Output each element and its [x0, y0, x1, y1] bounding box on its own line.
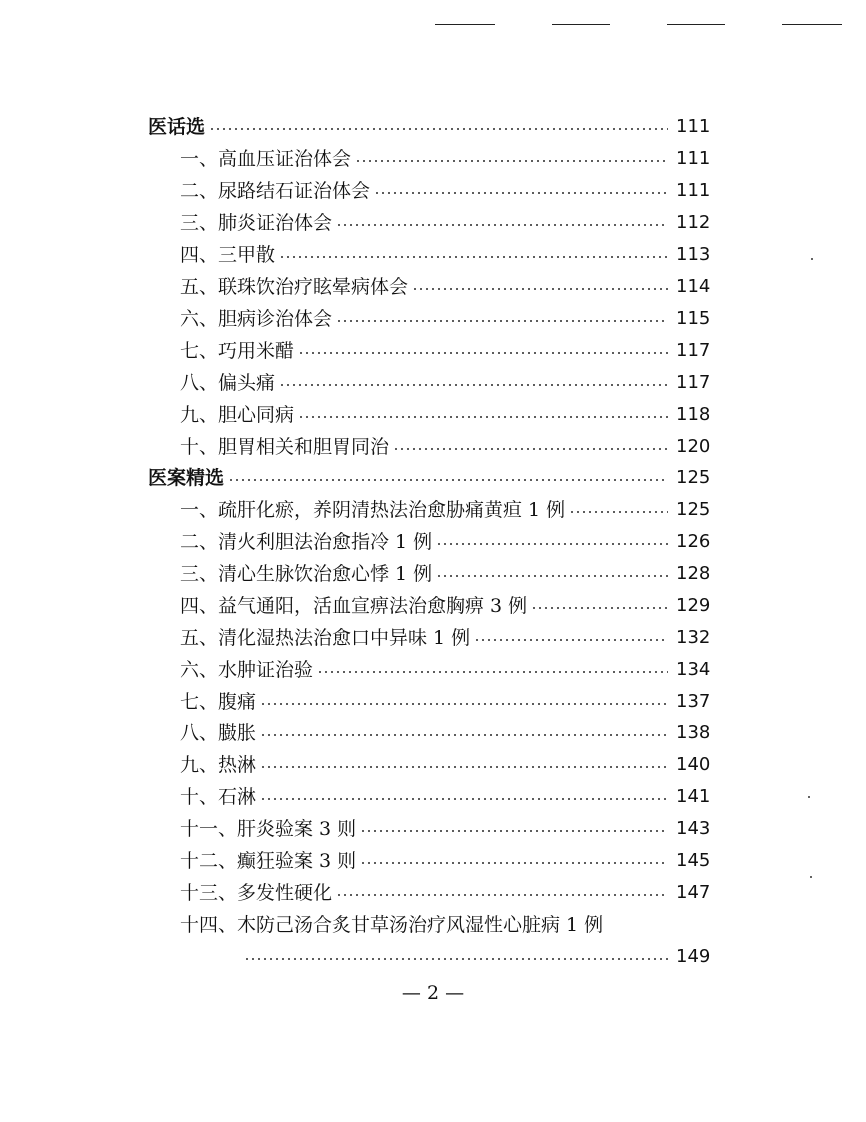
toc-entry-page: 113: [676, 244, 711, 265]
dot-leader: [374, 192, 668, 194]
page-number: — 2 —: [401, 982, 465, 1004]
dot-leader: [209, 128, 668, 130]
toc-entry-title: 九、热淋: [180, 754, 257, 776]
toc-entry: [0, 687, 866, 717]
toc-entry-page: 117: [676, 340, 711, 361]
toc-entry: [0, 208, 866, 238]
toc-entry-page: 125: [676, 499, 711, 520]
dot-leader: [317, 671, 668, 673]
toc-entry: [0, 336, 866, 366]
dot-leader: [474, 639, 668, 641]
toc-entry-title: 二、尿路结石证治体会: [180, 180, 371, 202]
dot-leader: [260, 766, 668, 768]
toc-section-title: 医案精选: [148, 467, 225, 489]
toc-section: [0, 112, 866, 142]
toc-entry: [0, 878, 866, 908]
toc-entry-title: 三、清心生脉饮治愈心悸 1 例: [180, 563, 433, 585]
toc-entry-continuation: [0, 942, 866, 972]
toc-entry: [0, 527, 866, 557]
toc-section: [0, 463, 866, 493]
dot-leader: [531, 607, 668, 609]
toc-entry-title: 十一、肝炎验案 3 则: [180, 818, 357, 840]
toc-entry-page: 112: [676, 212, 711, 233]
toc-entry-title: 四、三甲散: [180, 244, 276, 266]
dot-leader: [279, 384, 668, 386]
header-rule-4: [782, 24, 842, 25]
toc-entry: [0, 782, 866, 812]
toc-entry-page: 111: [676, 180, 711, 201]
toc-entry-page: 120: [676, 436, 711, 457]
dot-leader: [360, 862, 668, 864]
dot-leader: [260, 703, 668, 705]
toc-entry-title: 九、胆心同病: [180, 404, 295, 426]
toc-entry-page: 143: [676, 818, 711, 839]
toc-entry-page: 126: [676, 531, 711, 552]
header-rule-1: [435, 24, 495, 25]
toc-entry-page: 147: [676, 882, 711, 903]
toc-entry: [0, 400, 866, 430]
toc-entry-title: 三、肺炎证治体会: [180, 212, 333, 234]
toc-entry-page: 111: [676, 148, 711, 169]
toc-entry: [0, 144, 866, 174]
dot-leader: [569, 511, 668, 513]
toc-entry-page: 114: [676, 276, 711, 297]
toc-entry: [0, 591, 866, 621]
dot-leader: [336, 320, 668, 322]
toc-entry-title: 五、联珠饮治疗眩晕病体会: [180, 276, 409, 298]
toc-entry-page: 118: [676, 404, 711, 425]
dot-leader: [244, 958, 668, 960]
toc-entry-page: 134: [676, 659, 711, 680]
toc-entry-page: 111: [676, 116, 711, 137]
dot-leader: [360, 830, 668, 832]
toc-entry: [0, 718, 866, 748]
toc-entry: [0, 655, 866, 685]
toc-section-title: 医话选: [148, 116, 206, 138]
toc-entry-title: 十四、木防己汤合炙甘草汤治疗风湿性心脏病 1 例: [180, 914, 604, 936]
toc-entry: [0, 814, 866, 844]
dot-leader: [336, 894, 668, 896]
toc-entry-page: 115: [676, 308, 711, 329]
toc-entry-page: 140: [676, 754, 711, 775]
dot-leader: [412, 288, 668, 290]
dot-leader: [298, 416, 668, 418]
toc-entry-title: 八、偏头痛: [180, 372, 276, 394]
dot-leader: [336, 224, 668, 226]
toc-entry-page: 141: [676, 786, 711, 807]
dot-leader: [298, 352, 668, 354]
toc-entry-title: 八、臌胀: [180, 722, 257, 744]
toc-entry-title: 十、石淋: [180, 786, 257, 808]
toc-entry-title: 一、疏肝化瘀，养阴清热法治愈胁痛黄疸 1 例: [180, 499, 566, 521]
toc-entry: [0, 272, 866, 302]
toc-entry-page: 128: [676, 563, 711, 584]
toc-entry: [0, 495, 866, 525]
toc-entry: [0, 623, 866, 653]
toc-entry-page: 129: [676, 595, 711, 616]
header-rule-2: [552, 24, 610, 25]
toc-entry-page: 117: [676, 372, 711, 393]
toc-entry: [0, 176, 866, 206]
toc-entry-title: 十二、癫狂验案 3 则: [180, 850, 357, 872]
toc-entry: [0, 846, 866, 876]
toc-entry-page: 145: [676, 850, 711, 871]
toc-entry-title: 六、水肿证治验: [180, 659, 314, 681]
toc-entry-title: 六、胆病诊治体会: [180, 308, 333, 330]
toc-entry-title: 七、腹痛: [180, 691, 257, 713]
dot-leader: [260, 734, 668, 736]
toc-entry: [0, 240, 866, 270]
dot-leader: [279, 256, 668, 258]
toc-entry-title: 五、清化湿热法治愈口中异味 1 例: [180, 627, 471, 649]
dot-leader: [436, 575, 668, 577]
toc-entry: [0, 910, 866, 940]
toc-entry: [0, 304, 866, 334]
toc-entry-page: 125: [676, 467, 711, 488]
toc-entry-page: 138: [676, 722, 711, 743]
dot-leader: [393, 448, 668, 450]
toc-entry-title: 一、高血压证治体会: [180, 148, 352, 170]
toc-entry-title: 七、巧用米醋: [180, 340, 295, 362]
toc-entry: [0, 368, 866, 398]
toc-entry: [0, 432, 866, 462]
toc-entry-title: 四、益气通阳，活血宣痹法治愈胸痹 3 例: [180, 595, 528, 617]
toc-entry-title: 二、清火利胆法治愈指冷 1 例: [180, 531, 433, 553]
toc-entry-page: 149: [676, 946, 711, 967]
dot-leader: [436, 543, 668, 545]
toc-entry-title: 十、胆胃相关和胆胃同治: [180, 436, 390, 458]
dot-leader: [228, 479, 668, 481]
toc-entry: [0, 559, 866, 589]
toc-entry-page: 137: [676, 691, 711, 712]
header-rule-3: [667, 24, 725, 25]
toc-entry-title: 十三、多发性硬化: [180, 882, 333, 904]
toc-entry-page: 132: [676, 627, 711, 648]
toc-entry: [0, 750, 866, 780]
dot-leader: [260, 798, 668, 800]
dot-leader: [355, 160, 668, 162]
